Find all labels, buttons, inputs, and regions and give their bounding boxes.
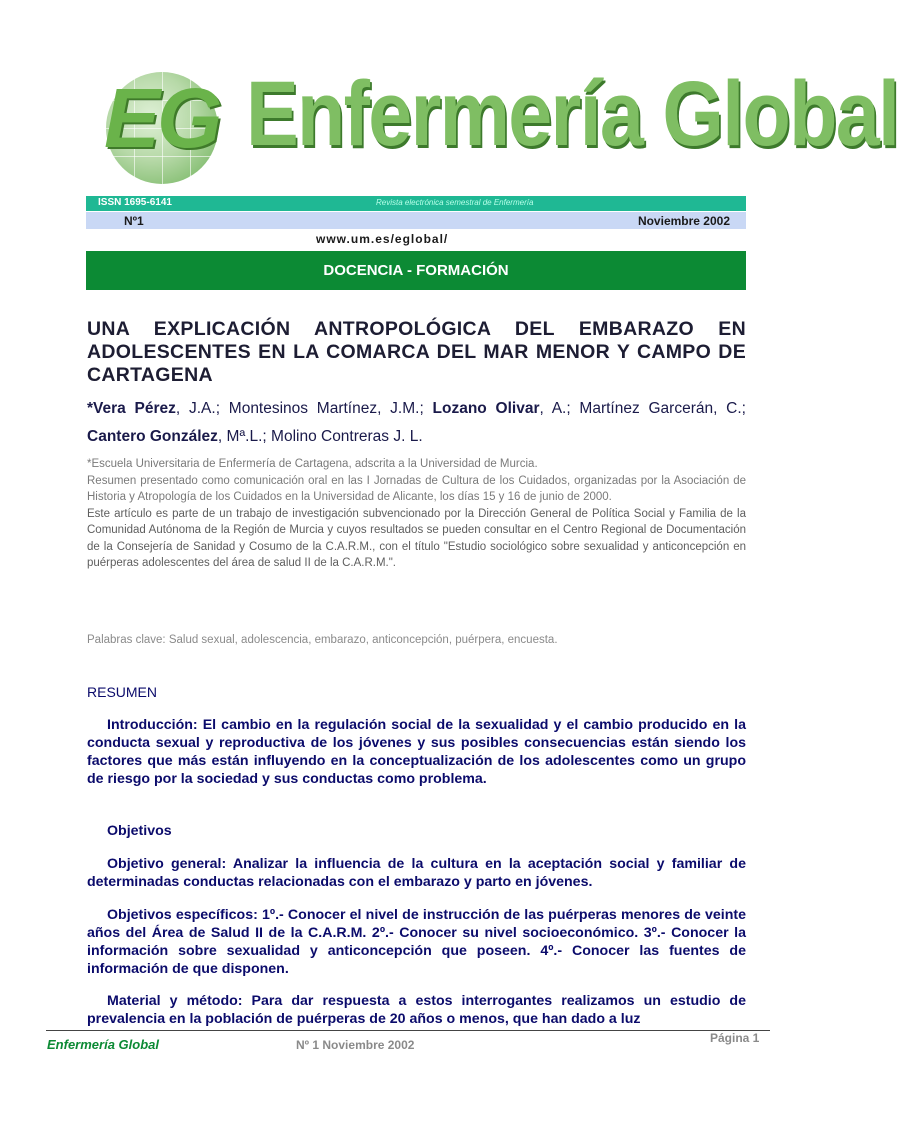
page-number: Página 1	[710, 1031, 760, 1045]
issue-date: Noviembre 2002	[637, 214, 730, 228]
funding-note: Este artículo es parte de un trabajo de investigación subvencionado por la Dirección General de Política Social y Familia de la Comunidad Autónoma de la Región de Murcia y cuyos resultados se pueden consultar en el Centro Regional de Documentación de la Consejería de Sanidad y Cosumo de la C.A.R.M., con el título "Estudio sociológico sobre sexualidad y anticoncepción en puérperas adolescentes del área de salud II de la C.A.R.M.".	[87, 507, 746, 569]
keywords: Palabras clave: Salud sexual, adolescencia, embarazo, anticoncepción, puérpera, encuesta.	[87, 634, 558, 646]
author-name: Montesinos Martínez	[228, 400, 378, 417]
author-list	[87, 395, 746, 451]
issue-bar	[86, 212, 746, 229]
objectives-label: Objetivos	[107, 823, 172, 839]
author-name: Cantero González	[87, 428, 218, 445]
affiliation-block	[87, 456, 746, 572]
footer-divider	[46, 1030, 770, 1031]
intro-text: Introducción: El cambio en la regulación social de la sexualidad y el cambio producido en la conducta sexual y reproductiva de los jóvenes y sus posibles consecuencias están siendo los factores que más están influyendo en la conceptualización de los adolescentes como un grupo de riesgo por la sociedad y sus conductas como problema.	[87, 717, 746, 787]
method-text: Material y método: Para dar respuesta a estos interrogantes realizamos un estudio de prevalencia en la población de puérperas de 20 años o menos, que han dado a luz	[87, 993, 746, 1027]
author-name: Martínez Garcerán	[579, 400, 714, 417]
author-initials: , J.A.;	[175, 400, 229, 417]
author-name: Molino Contreras	[271, 428, 390, 445]
abstract-heading: RESUMEN	[87, 684, 158, 700]
footer-journal-name: Enfermería Global	[47, 1037, 159, 1052]
specific-objectives-paragraph	[87, 906, 746, 978]
issue-number: Nº1	[124, 214, 144, 228]
method-paragraph	[87, 992, 746, 1028]
journal-url[interactable]: www.um.es/eglobal/	[316, 232, 449, 246]
author-initials: J. L.	[389, 428, 423, 445]
journal-masthead	[96, 62, 898, 197]
issn-number: ISSN 1695-6141	[98, 197, 172, 208]
author-initials: , J.M.;	[377, 400, 433, 417]
author-name: *Vera Pérez	[87, 400, 176, 417]
section-title: DOCENCIA - FORMACIÓN	[323, 262, 509, 279]
general-objective-text: Objetivo general: Analizar la influencia de la cultura en la aceptación social y familiar de determinadas conductas relacionadas con el embarazo y parto en jóvenes.	[87, 856, 746, 890]
author-initials: , C.;	[713, 400, 746, 417]
journal-subtitle: Revista electrónica semestral de Enfermería	[376, 198, 534, 207]
issn-bar	[86, 196, 746, 211]
intro-paragraph	[87, 716, 746, 788]
affiliation: *Escuela Universitaria de Enfermería de Cartagena, adscrita a la Universidad de Murcia.	[87, 458, 538, 470]
article-title: UNA EXPLICACIÓN ANTROPOLÓGICA DEL EMBARAZO EN ADOLESCENTES EN LA COMARCA DEL MAR MENOR Y CAMPO DE CARTAGENA	[87, 318, 746, 386]
presentation-note: Resumen presentado como comunicación oral en las I Jornadas de Cultura de los Cuidados, organizadas por la Asociación de Historia y Atropología de los Cuidados en la Universidad de Alicante, los días 15 y 16 de junio de 2000.	[87, 474, 746, 503]
author-initials: , Mª.L.;	[217, 428, 272, 445]
objectives-heading	[87, 822, 746, 840]
author-name: Lozano Olivar	[432, 400, 540, 417]
logo-letters: EG	[104, 71, 220, 165]
section-banner	[86, 251, 746, 290]
journal-title-logo: Enfermería Global	[246, 63, 898, 165]
specific-objectives-text: Objetivos específicos: 1º.- Conocer el nivel de instrucción de las puérperas menores de veinte años del Área de Salud II de la C.A.R.M. 2º.- Conocer su nivel socioeconómico. 3º.- Conocer la información sobre sexualidad y anticoncepción que poseen. 4º.- Conocer las fuentes de información de que disponen.	[87, 907, 746, 977]
author-initials: , A.;	[539, 400, 580, 417]
general-objective-paragraph	[87, 855, 746, 891]
footer-issue: Nº 1 Noviembre 2002	[296, 1038, 415, 1052]
